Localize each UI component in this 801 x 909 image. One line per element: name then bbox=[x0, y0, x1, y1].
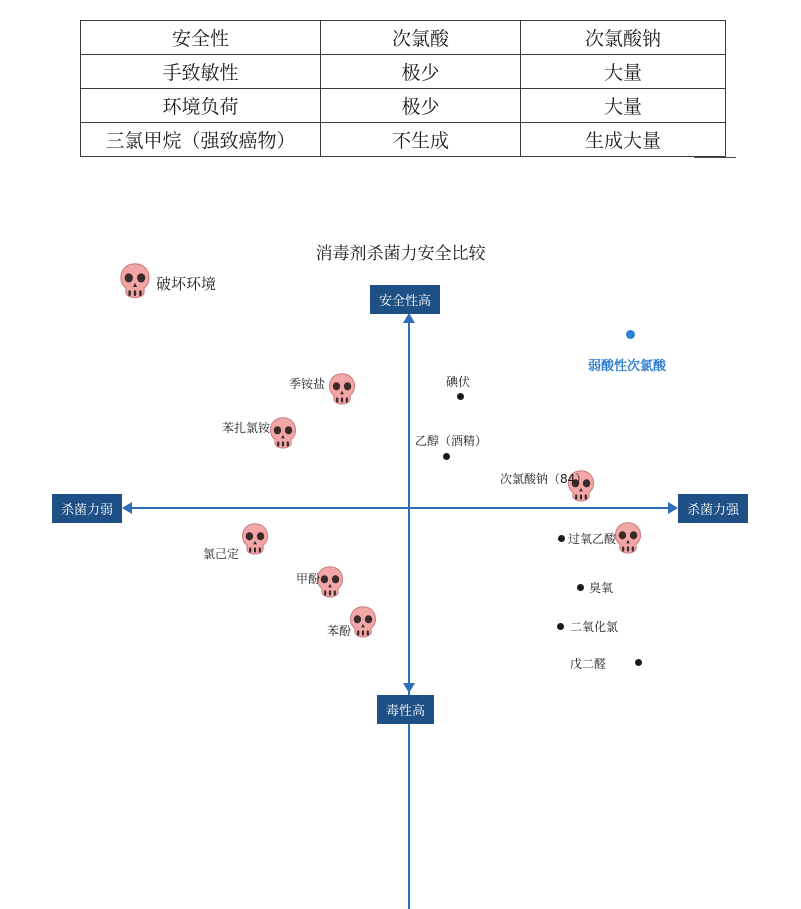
data-point-label: 弱酸性次氯酸 bbox=[588, 359, 667, 374]
table-row bbox=[81, 21, 726, 55]
table-cell: 极少 bbox=[321, 89, 521, 123]
comparison-table bbox=[80, 20, 726, 157]
table-cell: 手致敏性 bbox=[81, 55, 321, 89]
table-cell: 大量 bbox=[521, 89, 726, 123]
data-point[interactable] bbox=[626, 330, 635, 339]
data-point-label: 次氯酸钠（84） bbox=[500, 472, 588, 486]
data-point[interactable] bbox=[443, 453, 450, 460]
table-cell: 次氯酸钠 bbox=[521, 21, 726, 55]
table-row bbox=[81, 55, 726, 89]
table-cell: 次氯酸 bbox=[321, 21, 521, 55]
data-point-label: 苯扎氯铵 bbox=[222, 421, 271, 435]
skull-icon[interactable] bbox=[240, 523, 270, 557]
data-point-label: 季铵盐 bbox=[289, 377, 326, 391]
table-cell: 安全性 bbox=[81, 21, 321, 55]
skull-icon[interactable] bbox=[348, 606, 378, 640]
data-point-label: 碘伏 bbox=[446, 375, 471, 389]
data-point-label: 甲酚 bbox=[296, 572, 321, 586]
legend-label-destroy-environment: 破坏环境 bbox=[156, 275, 217, 293]
data-point[interactable] bbox=[635, 659, 642, 666]
chart-title: 消毒剂杀菌力安全比较 bbox=[315, 244, 486, 264]
axis-arrow-right-icon bbox=[668, 502, 678, 514]
data-point[interactable] bbox=[577, 584, 584, 591]
scatter-chart bbox=[0, 225, 801, 756]
table-cell: 不生成 bbox=[321, 123, 521, 157]
axis-label-left: 杀菌力弱 bbox=[52, 494, 122, 523]
data-point[interactable] bbox=[558, 535, 565, 542]
data-point[interactable] bbox=[557, 623, 564, 630]
table-cell: 生成大量 bbox=[521, 123, 726, 157]
axis-label-top: 安全性高 bbox=[370, 285, 440, 314]
data-point-label: 过氧乙酸 bbox=[568, 532, 617, 546]
skull-icon[interactable] bbox=[268, 417, 298, 451]
axis-label-right: 杀菌力强 bbox=[678, 494, 748, 523]
data-point-label: 臭氧 bbox=[589, 581, 614, 595]
table-row bbox=[81, 89, 726, 123]
data-point[interactable] bbox=[457, 393, 464, 400]
data-point-label: 戊二醛 bbox=[570, 657, 607, 671]
axis-arrow-down-icon bbox=[403, 683, 415, 693]
data-point-label: 乙醇（酒精） bbox=[415, 434, 488, 448]
data-point-label: 二氧化氯 bbox=[570, 620, 619, 634]
table-cell: 三氯甲烷（强致癌物） bbox=[81, 123, 321, 157]
axis-arrow-up-icon bbox=[403, 313, 415, 323]
data-point-label: 苯酚 bbox=[327, 624, 352, 638]
axis-arrow-left-icon bbox=[122, 502, 132, 514]
axis-label-bottom: 毒性高 bbox=[377, 695, 434, 724]
table-cell: 极少 bbox=[321, 55, 521, 89]
skull-icon[interactable] bbox=[613, 522, 643, 556]
horizontal-axis bbox=[130, 507, 675, 509]
table-cell: 大量 bbox=[521, 55, 726, 89]
table-stray-underline bbox=[694, 157, 736, 158]
skull-icon[interactable] bbox=[327, 373, 357, 407]
data-point-label: 氯己定 bbox=[203, 547, 240, 561]
skull-icon bbox=[118, 263, 152, 301]
table-row bbox=[81, 123, 726, 157]
table-cell: 环境负荷 bbox=[81, 89, 321, 123]
vertical-axis bbox=[408, 321, 410, 909]
